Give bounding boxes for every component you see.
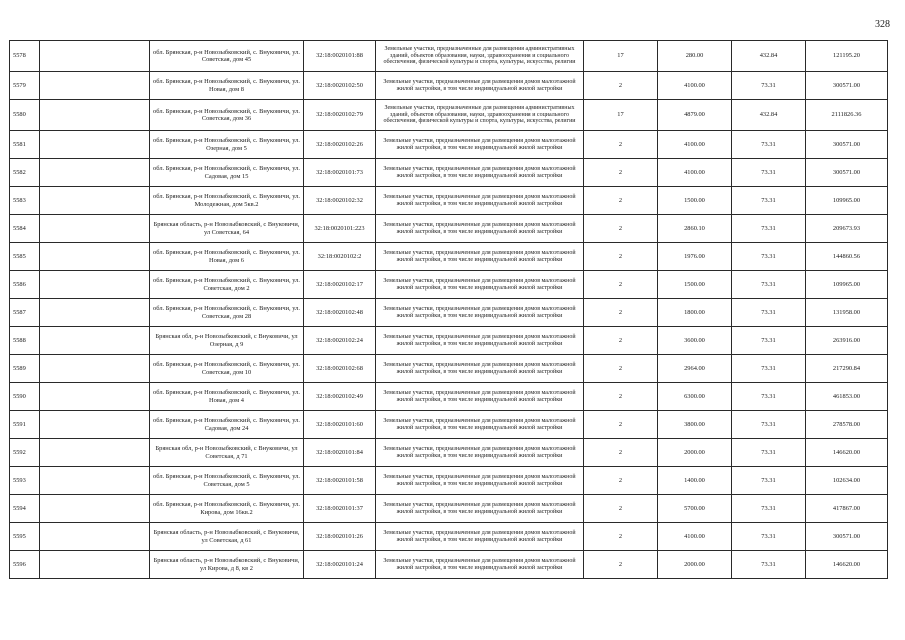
area-cell: 1800.00: [658, 299, 732, 327]
row-number-cell: 5580: [10, 100, 40, 131]
specific-value-cell: 73.31: [732, 327, 806, 355]
table-row: [10, 41, 888, 72]
page-number: 328: [875, 19, 890, 30]
use-group-cell: 2: [584, 467, 658, 495]
land-use-cell: Земельные участки, предназначенные для размещения административных зданий, объектов образования, науки, здравоохранения и социального обеспечения, физической культуры и спорта, культуры, искусства, религии: [376, 41, 584, 72]
blank-cell: [40, 383, 150, 411]
cadastral-number-cell: 32:18:0020102:79: [304, 100, 376, 131]
row-number-cell: 5590: [10, 383, 40, 411]
specific-value-cell: 73.31: [732, 271, 806, 299]
cadastral-value-cell: 146620.00: [806, 439, 888, 467]
area-cell: 1976.00: [658, 243, 732, 271]
area-cell: 4879.00: [658, 100, 732, 131]
land-use-cell: Земельные участки, предназначенные для размещения домов малоэтажной жилой застройки, в том числе индивидуальной жилой застройки: [376, 467, 584, 495]
use-group-cell: 17: [584, 100, 658, 131]
address-cell: обл. Брянская, р-н Новозыбковский, с. Внуковичи, ул. Молодежная, дом 5кв.2: [150, 187, 304, 215]
address-cell: обл. Брянская, р-н Новозыбковский, с. Внуковичи, ул. Новая, дом 6: [150, 243, 304, 271]
area-cell: 3800.00: [658, 411, 732, 439]
cadastral-number-cell: 32:18:0020102:50: [304, 72, 376, 100]
cadastral-value-cell: 146620.00: [806, 551, 888, 579]
blank-cell: [40, 523, 150, 551]
cadastral-value-cell: 109965.00: [806, 271, 888, 299]
row-number-cell: 5578: [10, 41, 40, 72]
row-number-cell: 5587: [10, 299, 40, 327]
area-cell: 5700.00: [658, 495, 732, 523]
table-row: [10, 187, 888, 215]
table-row: [10, 100, 888, 131]
specific-value-cell: 73.31: [732, 159, 806, 187]
land-use-cell: Земельные участки, предназначенные для размещения домов малоэтажной жилой застройки, в том числе индивидуальной жилой застройки: [376, 355, 584, 383]
cadastral-number-cell: 32:18:0020102:49: [304, 383, 376, 411]
land-use-cell: Земельные участки, предназначенные для размещения домов малоэтажной жилой застройки, в том числе индивидуальной жилой застройки: [376, 495, 584, 523]
use-group-cell: 2: [584, 523, 658, 551]
cadastral-number-cell: 32:18:0020101:60: [304, 411, 376, 439]
specific-value-cell: 73.31: [732, 495, 806, 523]
area-cell: 2000.00: [658, 551, 732, 579]
land-use-cell: Земельные участки, предназначенные для размещения домов малоэтажной жилой застройки, в том числе индивидуальной жилой застройки: [376, 215, 584, 243]
land-use-cell: Земельные участки, предназначенные для размещения домов малоэтажной жилой застройки, в том числе индивидуальной жилой застройки: [376, 243, 584, 271]
cadastral-number-cell: 32:18:0020101:26: [304, 523, 376, 551]
area-cell: 4100.00: [658, 72, 732, 100]
table-row: [10, 383, 888, 411]
address-cell: Брянская обл, р-н Новозыбковский, с Внуковичи, ул Озерная, д 9: [150, 327, 304, 355]
use-group-cell: 2: [584, 327, 658, 355]
specific-value-cell: 73.31: [732, 215, 806, 243]
cadastral-value-cell: 263916.00: [806, 327, 888, 355]
area-cell: 4100.00: [658, 523, 732, 551]
cadastral-value-cell: 109965.00: [806, 187, 888, 215]
table-row: [10, 271, 888, 299]
specific-value-cell: 73.31: [732, 243, 806, 271]
cadastral-value-cell: 300571.00: [806, 131, 888, 159]
area-cell: 4100.00: [658, 131, 732, 159]
cadastral-value-cell: 144860.56: [806, 243, 888, 271]
land-use-cell: Земельные участки, предназначенные для размещения домов малоэтажной жилой застройки, в том числе индивидуальной жилой застройки: [376, 187, 584, 215]
table-row: [10, 355, 888, 383]
use-group-cell: 2: [584, 495, 658, 523]
land-use-cell: Земельные участки, предназначенные для размещения домов малоэтажной жилой застройки, в том числе индивидуальной жилой застройки: [376, 411, 584, 439]
use-group-cell: 2: [584, 355, 658, 383]
use-group-cell: 2: [584, 159, 658, 187]
area-cell: 3600.00: [658, 327, 732, 355]
address-cell: обл. Брянская, р-н Новозыбковский, с. Внуковичи, ул. Советская, дом 36: [150, 100, 304, 131]
use-group-cell: 2: [584, 383, 658, 411]
cadastral-value-cell: 461853.00: [806, 383, 888, 411]
area-cell: 1400.00: [658, 467, 732, 495]
use-group-cell: 2: [584, 411, 658, 439]
address-cell: обл. Брянская, р-н Новозыбковский, с. Внуковичи, ул. Советская, дом 2: [150, 271, 304, 299]
cadastral-number-cell: 32:18:0020101:73: [304, 159, 376, 187]
area-cell: 4100.00: [658, 159, 732, 187]
land-use-cell: Земельные участки, предназначенные для размещения домов малоэтажной жилой застройки, в том числе индивидуальной жилой застройки: [376, 159, 584, 187]
cadastral-value-cell: 131958.00: [806, 299, 888, 327]
blank-cell: [40, 215, 150, 243]
table-row: [10, 495, 888, 523]
specific-value-cell: 73.31: [732, 411, 806, 439]
row-number-cell: 5595: [10, 523, 40, 551]
cadastral-number-cell: 32:18:0020101:88: [304, 41, 376, 72]
area-cell: 6300.00: [658, 383, 732, 411]
specific-value-cell: 73.31: [732, 523, 806, 551]
area-cell: 1500.00: [658, 187, 732, 215]
cadastral-number-cell: 32:18:0020102:24: [304, 327, 376, 355]
address-cell: обл. Брянская, р-н Новозыбковский, с. Внуковичи, ул. Советская, дом 5: [150, 467, 304, 495]
table-row: [10, 243, 888, 271]
row-number-cell: 5585: [10, 243, 40, 271]
row-number-cell: 5581: [10, 131, 40, 159]
address-cell: Брянская область, р-н Новозыбковский, с Внуковичи, ул Советская, д 61: [150, 523, 304, 551]
use-group-cell: 2: [584, 243, 658, 271]
blank-cell: [40, 299, 150, 327]
row-number-cell: 5592: [10, 439, 40, 467]
row-number-cell: 5593: [10, 467, 40, 495]
table-body: [10, 41, 888, 579]
use-group-cell: 17: [584, 41, 658, 72]
blank-cell: [40, 41, 150, 72]
cadastral-number-cell: 32:18:0020101:24: [304, 551, 376, 579]
cadastral-value-cell: 217290.84: [806, 355, 888, 383]
land-use-cell: Земельные участки, предназначенные для размещения домов малоэтажной жилой застройки, в том числе индивидуальной жилой застройки: [376, 299, 584, 327]
address-cell: обл. Брянская, р-н Новозыбковский, с. Внуковичи, ул. Садовая, дом 15: [150, 159, 304, 187]
specific-value-cell: 73.31: [732, 72, 806, 100]
specific-value-cell: 73.31: [732, 355, 806, 383]
table-row: [10, 439, 888, 467]
address-cell: Брянская область, р-н Новозыбковский, с Внуковичи, ул Советская, 64: [150, 215, 304, 243]
specific-value-cell: 73.31: [732, 467, 806, 495]
table-row: [10, 299, 888, 327]
address-cell: обл. Брянская, р-н Новозыбковский, с. Внуковичи, ул. Советская, дом 10: [150, 355, 304, 383]
table-row: [10, 327, 888, 355]
land-use-cell: Земельные участки, предназначенные для размещения домов малоэтажной жилой застройки, в том числе индивидуальной жилой застройки: [376, 551, 584, 579]
blank-cell: [40, 495, 150, 523]
land-use-cell: Земельные участки, предназначенные для размещения домов малоэтажной жилой застройки, в том числе индивидуальной жилой застройки: [376, 523, 584, 551]
specific-value-cell: 432.84: [732, 100, 806, 131]
land-use-cell: Земельные участки, предназначенные для размещения административных зданий, объектов образования, науки, здравоохранения и социального обеспечения, физической культуры и спорта, культуры, искусства, религии: [376, 100, 584, 131]
table-row: [10, 551, 888, 579]
cadastral-value-cell: 278578.00: [806, 411, 888, 439]
address-cell: обл. Брянская, р-н Новозыбковский, с. Внуковичи, ул. Кирова, дом 16кв.2: [150, 495, 304, 523]
use-group-cell: 2: [584, 551, 658, 579]
cadastral-number-cell: 32:18:0020102:48: [304, 299, 376, 327]
blank-cell: [40, 327, 150, 355]
blank-cell: [40, 100, 150, 131]
land-use-cell: Земельные участки, предназначенные для размещения домов малоэтажной жилой застройки, в том числе индивидуальной жилой застройки: [376, 327, 584, 355]
cadastral-value-cell: 417867.00: [806, 495, 888, 523]
use-group-cell: 2: [584, 131, 658, 159]
row-number-cell: 5582: [10, 159, 40, 187]
table-row: [10, 523, 888, 551]
blank-cell: [40, 467, 150, 495]
blank-cell: [40, 411, 150, 439]
use-group-cell: 2: [584, 72, 658, 100]
specific-value-cell: 73.31: [732, 439, 806, 467]
row-number-cell: 5584: [10, 215, 40, 243]
use-group-cell: 2: [584, 215, 658, 243]
cadastral-value-cell: 102634.00: [806, 467, 888, 495]
cadastral-value-cell: 300571.00: [806, 72, 888, 100]
cadastral-value-cell: 209673.93: [806, 215, 888, 243]
land-use-cell: Земельные участки, предназначенные для размещения домов малоэтажной жилой застройки, в том числе индивидуальной жилой застройки: [376, 72, 584, 100]
cadastral-number-cell: 32:18:0020101:58: [304, 467, 376, 495]
cadastral-value-cell: 121195.20: [806, 41, 888, 72]
blank-cell: [40, 131, 150, 159]
cadastral-number-cell: 32:18:0020101:84: [304, 439, 376, 467]
address-cell: Брянская область, р-н Новозыбковский, с Внуковичи, ул Кирова, д 8, кв 2: [150, 551, 304, 579]
row-number-cell: 5588: [10, 327, 40, 355]
cadastral-number-cell: 32:18:0020101:37: [304, 495, 376, 523]
specific-value-cell: 73.31: [732, 299, 806, 327]
row-number-cell: 5583: [10, 187, 40, 215]
row-number-cell: 5579: [10, 72, 40, 100]
use-group-cell: 2: [584, 439, 658, 467]
table-row: [10, 72, 888, 100]
specific-value-cell: 73.31: [732, 383, 806, 411]
specific-value-cell: 73.31: [732, 187, 806, 215]
address-cell: обл. Брянская, р-н Новозыбковский, с. Внуковичи, ул. Новая, дом 8: [150, 72, 304, 100]
cadastral-number-cell: 32:18:0020101:223: [304, 215, 376, 243]
land-use-cell: Земельные участки, предназначенные для размещения домов малоэтажной жилой застройки, в том числе индивидуальной жилой застройки: [376, 439, 584, 467]
blank-cell: [40, 551, 150, 579]
cadastral-number-cell: 32:18:0020102:32: [304, 187, 376, 215]
address-cell: Брянская обл, р-н Новозыбковский, с Внуковичи, ул Советская, д 71: [150, 439, 304, 467]
area-cell: 2000.00: [658, 439, 732, 467]
land-use-cell: Земельные участки, предназначенные для размещения домов малоэтажной жилой застройки, в том числе индивидуальной жилой застройки: [376, 383, 584, 411]
specific-value-cell: 432.84: [732, 41, 806, 72]
use-group-cell: 2: [584, 299, 658, 327]
blank-cell: [40, 72, 150, 100]
blank-cell: [40, 243, 150, 271]
table-row: [10, 215, 888, 243]
row-number-cell: 5594: [10, 495, 40, 523]
table-row: [10, 131, 888, 159]
address-cell: обл. Брянская, р-н Новозыбковский, с. Внуковичи, ул. Советская, дом 45: [150, 41, 304, 72]
address-cell: обл. Брянская, р-н Новозыбковский, с. Внуковичи, ул. Садовая, дом 24: [150, 411, 304, 439]
row-number-cell: 5591: [10, 411, 40, 439]
land-plots-table: [9, 40, 888, 579]
blank-cell: [40, 355, 150, 383]
cadastral-number-cell: 32:18:0020102:2: [304, 243, 376, 271]
table-row: [10, 467, 888, 495]
table-row: [10, 411, 888, 439]
cadastral-value-cell: 300571.00: [806, 159, 888, 187]
area-cell: 280.00: [658, 41, 732, 72]
address-cell: обл. Брянская, р-н Новозыбковский, с. Внуковичи, ул. Озерная, дом 5: [150, 131, 304, 159]
specific-value-cell: 73.31: [732, 551, 806, 579]
cadastral-number-cell: 32:18:0020102:26: [304, 131, 376, 159]
land-use-cell: Земельные участки, предназначенные для размещения домов малоэтажной жилой застройки, в том числе индивидуальной жилой застройки: [376, 271, 584, 299]
blank-cell: [40, 439, 150, 467]
cadastral-value-cell: 300571.00: [806, 523, 888, 551]
cadastral-number-cell: 32:18:0020102:17: [304, 271, 376, 299]
use-group-cell: 2: [584, 271, 658, 299]
row-number-cell: 5589: [10, 355, 40, 383]
area-cell: 2964.00: [658, 355, 732, 383]
blank-cell: [40, 159, 150, 187]
area-cell: 2860.10: [658, 215, 732, 243]
table-row: [10, 159, 888, 187]
use-group-cell: 2: [584, 187, 658, 215]
cadastral-number-cell: 32:18:0020102:68: [304, 355, 376, 383]
blank-cell: [40, 187, 150, 215]
address-cell: обл. Брянская, р-н Новозыбковский, с. Внуковичи, ул. Советская, дом 28: [150, 299, 304, 327]
address-cell: обл. Брянская, р-н Новозыбковский, с. Внуковичи, ул. Новая, дом 4: [150, 383, 304, 411]
blank-cell: [40, 271, 150, 299]
specific-value-cell: 73.31: [732, 131, 806, 159]
row-number-cell: 5596: [10, 551, 40, 579]
area-cell: 1500.00: [658, 271, 732, 299]
land-use-cell: Земельные участки, предназначенные для размещения домов малоэтажной жилой застройки, в том числе индивидуальной жилой застройки: [376, 131, 584, 159]
cadastral-value-cell: 2111826.36: [806, 100, 888, 131]
row-number-cell: 5586: [10, 271, 40, 299]
